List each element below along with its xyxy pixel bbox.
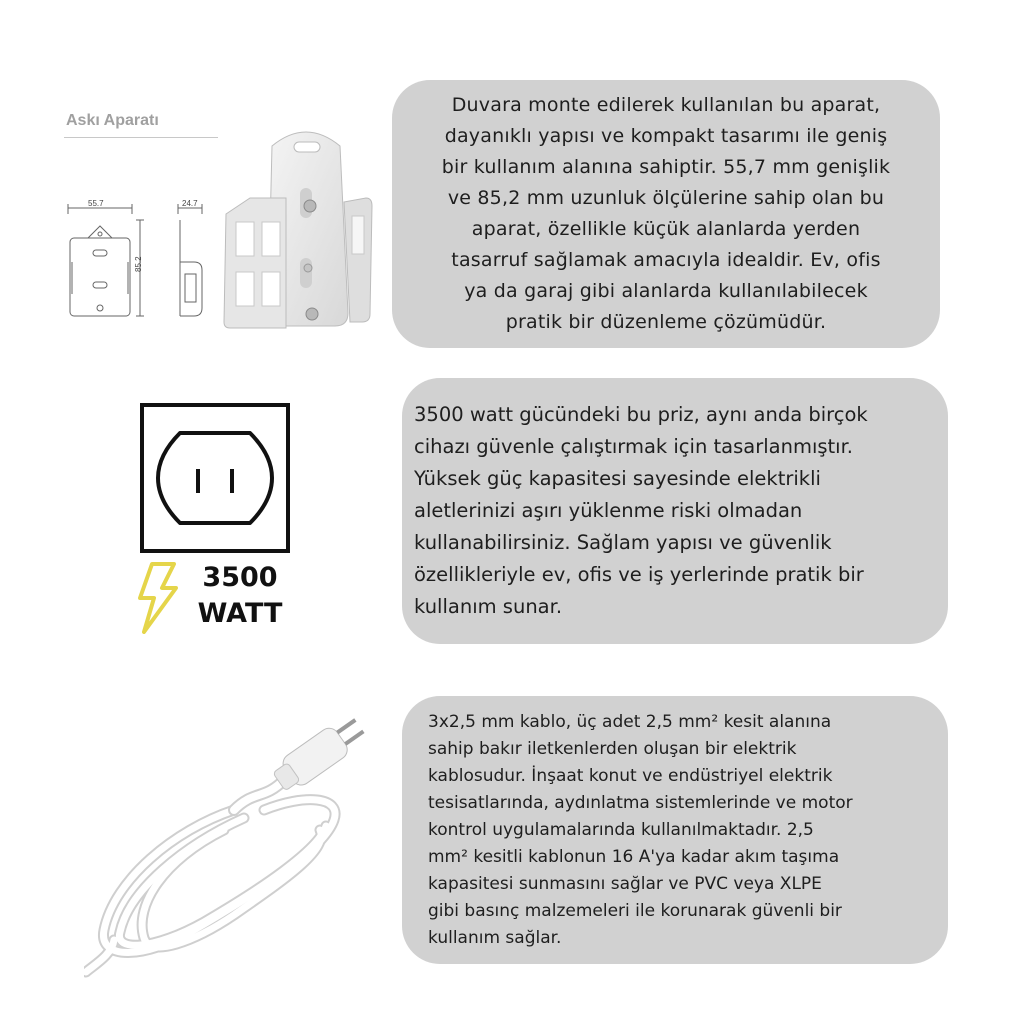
power-description-card [402, 378, 948, 644]
bracket-description-card [392, 80, 940, 348]
power-description: 3500 watt gücündeki bu priz, aynı anda birçok cihazı güvenle çalıştırmak için tasarlanmıştır. Yüksek güç kapasitesi sayesinde elektrikli aletlerinizi aşırı yüklenme riski olmadan kullanabilirsiniz. Sağlam yapısı ve güvenlik özellikleriyle ev, ofis ve iş yerlerinde pratik bir kullanım sunar. [414, 403, 868, 618]
lightning-bolt-icon [136, 562, 180, 634]
width-dimension-label: 55.7 [88, 199, 104, 208]
depth-dimension-label: 24.7 [182, 199, 198, 208]
socket-icon [140, 403, 290, 553]
bracket-title: Askı Aparatı [66, 112, 159, 129]
bracket-title-underline [64, 137, 218, 138]
power-cable-icon [84, 710, 374, 980]
cable-description: 3x2,5 mm kablo, üç adet 2,5 mm² kesit alanına sahip bakır iletkenlerden oluşan bir elektrik kablosudur. İnşaat konut ve endüstriyel elektrik tesisatlarında, aydınlatma sistemlerinde ve motor kontrol uygulamalarında kullanılmaktadır. 2,5 mm² kesitli kablonun 16 A'ya kadar akım taşıma kapasitesi sunmasını sağlar ve PVC veya XLPE gibi basınç malzemeleri ile korunarak güvenli bir kullanım sağlar. [428, 711, 853, 948]
cable-description-card [402, 696, 948, 964]
height-dimension-label: 85.2 [134, 256, 143, 272]
watt-unit: WATT [197, 598, 283, 629]
watt-label [190, 560, 290, 632]
watt-value: 3500 [202, 562, 278, 593]
bracket-description: Duvara monte edilerek kullanılan bu aparat, dayanıklı yapısı ve kompakt tasarımı ile geniş bir kullanım alanına sahiptir. 55,7 mm genişlik ve 85,2 mm uzunluk ölçülerine sahip olan bu aparat, özellikle küçük alanlarda yerden tasarruf sağlamak amacıyla idealdir. Ev, ofis ya da garaj gibi alanlarda kullanılabilecek pratik bir düzenleme çözümüdür. [441, 94, 891, 333]
wall-bracket-image [220, 118, 390, 333]
